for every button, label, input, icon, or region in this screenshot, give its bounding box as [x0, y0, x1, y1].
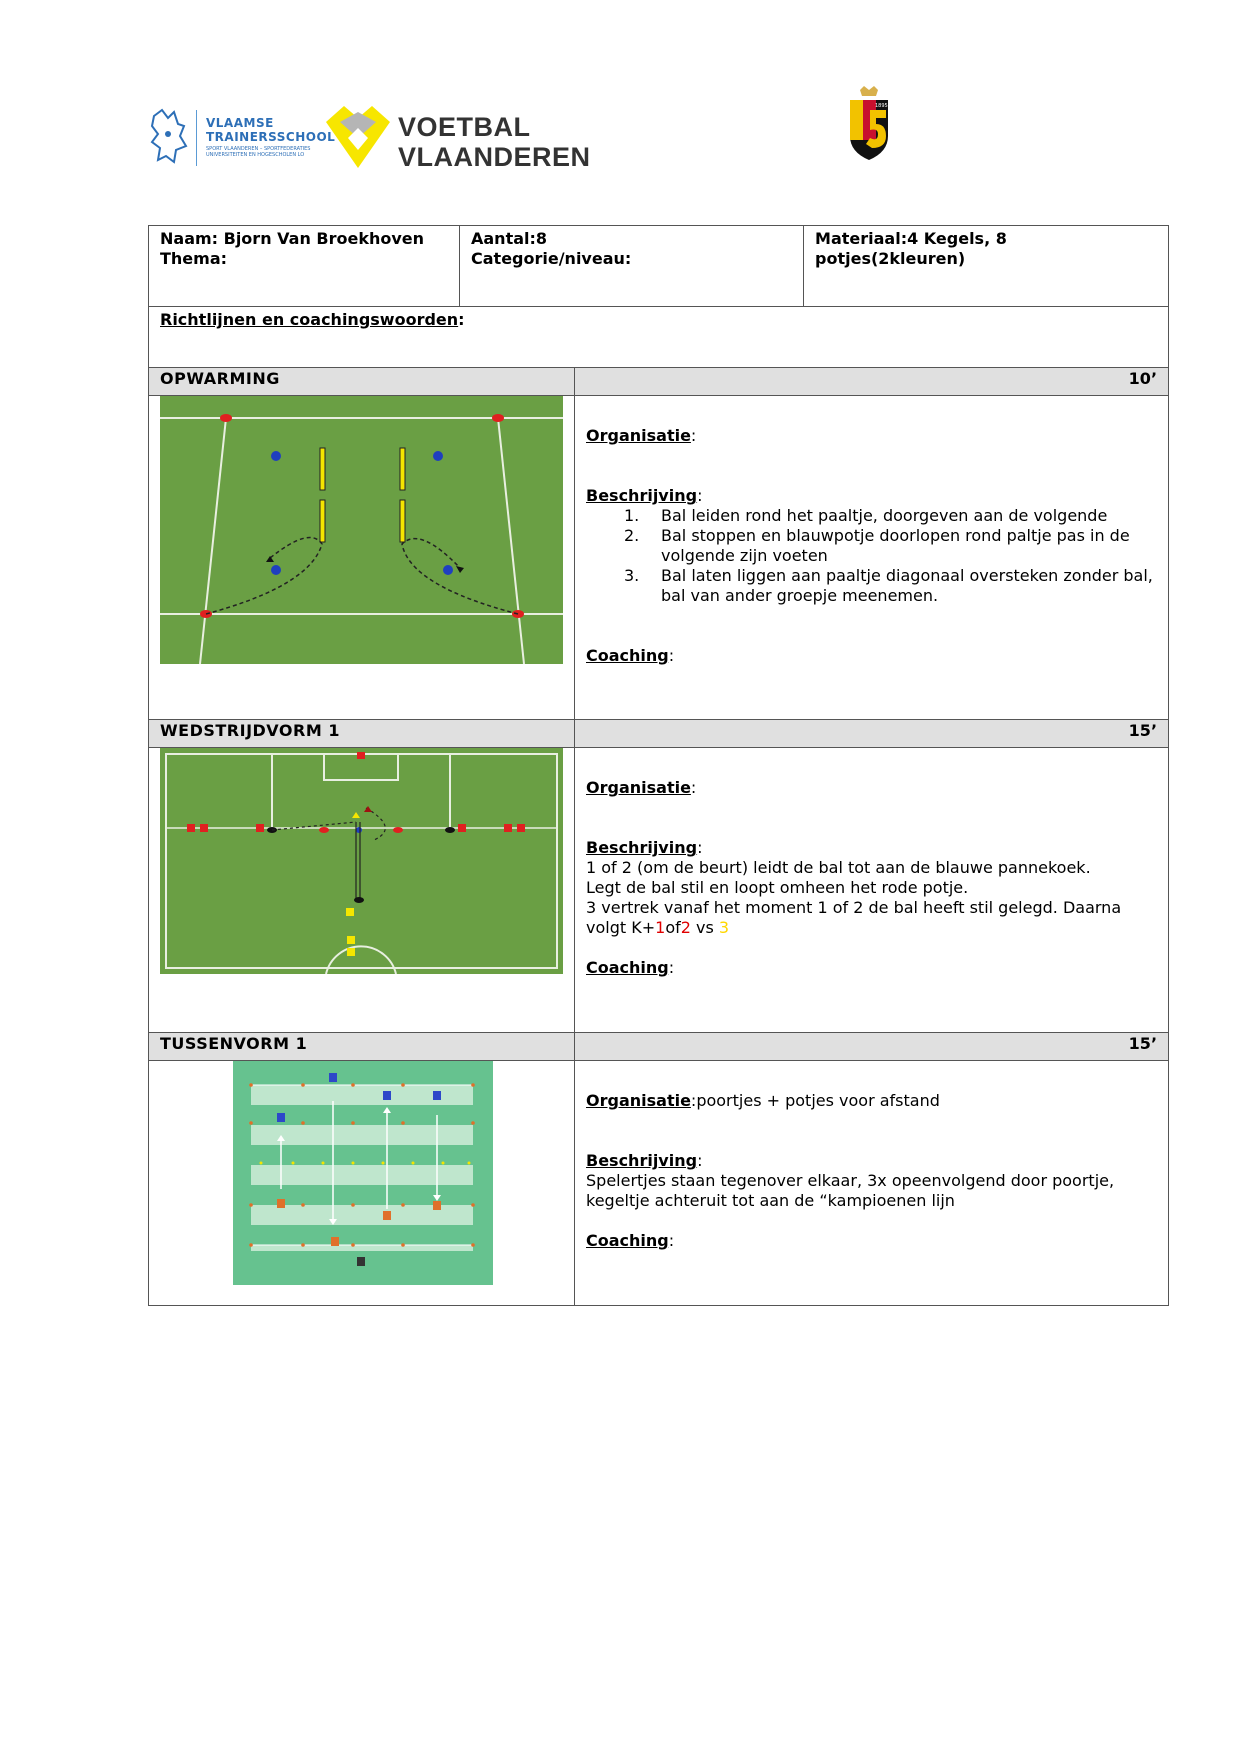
section-tussenvorm-content — [149, 1061, 1169, 1306]
vv-line1: VOETBAL — [398, 112, 531, 142]
section-title: OPWARMING — [149, 368, 575, 396]
beschrijving-label: Beschrijving — [586, 486, 698, 505]
info-row — [149, 226, 1169, 307]
vts-line2: TRAINERSSCHOOL — [206, 130, 336, 144]
section-wedstrijdvorm-header — [149, 720, 1169, 748]
organisatie-text: : — [690, 778, 697, 797]
beschrijving-line: volgt K+1of2 vs 3 — [586, 918, 730, 937]
vlaamse-trainersschool-logo — [148, 106, 336, 168]
wedstrijdvorm-diagram — [160, 748, 563, 974]
opwarming-diagram-cell — [149, 396, 575, 720]
wedstrijdvorm-text-cell: Organisatie: Beschrijving: 1 of 2 (om de beurt) leidt de bal tot aan de blauwe pannekoek. Legt de bal stil en loopt omheen het rode potje. 3 vertrek vanaf het moment 1 of 2 de bal heeft stil gelegd. Daarna volgt K+1of2 vs 3 Coaching: — [575, 748, 1169, 1033]
lion-icon — [148, 106, 196, 168]
materiaal-text: Materiaal:4 Kegels, 8 potjes(2kleuren) — [815, 229, 1007, 268]
page-header — [0, 0, 1240, 200]
richtlijnen-suffix: : — [458, 310, 465, 329]
vts-line3: SPORT VLAANDEREN – SPORTFEDERATIES UNIVERSITEITEN EN HOGESCHOLEN LO — [206, 146, 311, 158]
coaching-label: Coaching — [586, 958, 669, 977]
beschrijving-line: Legt de bal stil en loopt omheen het rode potje. — [586, 878, 969, 897]
naam-text: Naam: Bjorn Van Broekhoven — [160, 229, 425, 248]
vv-line2: VLAANDEREN — [398, 142, 591, 172]
organisatie-label: Organisatie — [586, 778, 691, 797]
section-duration: 15’ — [575, 720, 1169, 748]
tussenvorm-text-cell: Organisatie:poortjes + potjes voor afstand Beschrijving: Spelertjes staan tegenover elkaar, 3x opeenvolgend door poortje, kegeltje achteruit tot aan de “kampioenen lijn Coaching: — [575, 1061, 1169, 1306]
rbfa-crest-icon — [846, 84, 892, 162]
organisatie-label: Organisatie — [586, 1091, 691, 1110]
organisatie-text: :poortjes + potjes voor afstand — [690, 1091, 940, 1110]
richtlijnen-row — [149, 307, 1169, 368]
aantal-text: Aantal:8 — [471, 229, 548, 248]
opwarming-text-cell: Organisatie: Beschrijving: 1. Bal leiden rond het paaltje, doorgeven aan de volgende 2. Bal stoppen en blauwpotje doorlopen rond paltje pas in de volgende zijn voeten 3. Bal laten liggen aan paaltje diagonaal oversteken zonder bal, bal van ander groepje meenemen. Coaching: — [575, 396, 1169, 720]
list-item: 1. Bal leiden rond het paaltje, doorgeven aan de volgende — [624, 506, 1108, 525]
section-opwarming-header — [149, 368, 1169, 396]
section-wedstrijdvorm-content — [149, 748, 1169, 1033]
opwarming-diagram — [160, 396, 563, 664]
beschrijving-line: 1 of 2 (om de beurt) leidt de bal tot aan de blauwe pannekoek. — [586, 858, 1091, 877]
thema-text: Thema: — [160, 249, 228, 268]
vv-shield-icon — [322, 104, 394, 170]
list-item: 2. Bal stoppen en blauwpotje doorlopen rond paltje pas in de volgende zijn voeten — [624, 526, 1130, 565]
beschrijving-line: kegeltje achteruit tot aan de “kampioenen lijn — [586, 1191, 955, 1210]
organisatie-label: Organisatie — [586, 426, 691, 445]
wedstrijdvorm-diagram-cell — [149, 748, 575, 1033]
naam-cell — [149, 226, 460, 307]
section-title: TUSSENVORM 1 — [149, 1033, 575, 1061]
coaching-label: Coaching — [586, 1231, 669, 1250]
beschrijving-list — [586, 506, 1157, 606]
vts-line1: VLAAMSE — [206, 116, 274, 130]
beschrijving-line: Spelertjes staan tegenover elkaar, 3x opeenvolgend door poortje, — [586, 1171, 1115, 1190]
organisatie-text: : — [690, 426, 697, 445]
beschrijving-label: Beschrijving — [586, 838, 698, 857]
section-opwarming-content — [149, 396, 1169, 720]
tussenvorm-diagram — [233, 1061, 493, 1285]
training-sheet-table — [148, 225, 1169, 1306]
section-title: WEDSTRIJDVORM 1 — [149, 720, 575, 748]
aantal-cell — [460, 226, 804, 307]
section-duration: 15’ — [575, 1033, 1169, 1061]
tussenvorm-diagram-cell — [149, 1061, 575, 1306]
materiaal-cell — [804, 226, 1169, 307]
rbfa-year: 1895 — [875, 103, 888, 109]
list-item: 3. Bal laten liggen aan paaltje diagonaal oversteken zonder bal, bal van ander groepje meenemen. — [624, 566, 1153, 605]
section-tussenvorm-header — [149, 1033, 1169, 1061]
beschrijving-line: 3 vertrek vanaf het moment 1 of 2 de bal heeft stil gelegd. Daarna — [586, 898, 1122, 917]
richtlijnen-label: Richtlijnen en coachingswoorden — [160, 310, 459, 329]
categorie-text: Categorie/niveau: — [471, 249, 632, 268]
voetbal-vlaanderen-logo — [322, 104, 591, 172]
section-duration: 10’ — [575, 368, 1169, 396]
coaching-label: Coaching — [586, 646, 669, 665]
beschrijving-label: Beschrijving — [586, 1151, 698, 1170]
